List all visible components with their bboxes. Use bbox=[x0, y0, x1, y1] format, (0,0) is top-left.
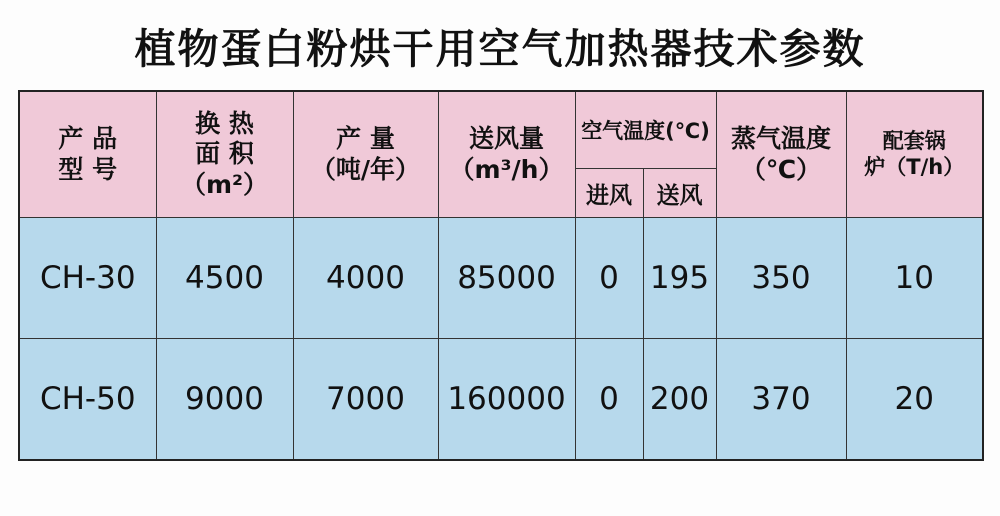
cell-air-inlet-temp: 0 bbox=[575, 339, 643, 461]
cell-air-volume: 85000 bbox=[438, 218, 575, 339]
header-boiler-unit: 炉（T/h） bbox=[864, 154, 965, 179]
cell-boiler: 20 bbox=[846, 339, 983, 461]
header-capacity bbox=[293, 91, 438, 218]
spec-table bbox=[18, 90, 984, 461]
header-capacity-line1: 产 量 bbox=[336, 124, 395, 153]
cell-heat-area: 4500 bbox=[156, 218, 293, 339]
cell-air-volume: 160000 bbox=[438, 339, 575, 461]
table-row bbox=[19, 339, 983, 461]
header-model-line1: 产 品 bbox=[58, 124, 118, 153]
cell-capacity: 4000 bbox=[293, 218, 438, 339]
header-heat-area-line2: 面 积 bbox=[195, 139, 254, 169]
header-heat-area-line1: 换 热 bbox=[195, 108, 254, 138]
header-model-line2: 型 号 bbox=[58, 154, 118, 184]
table-header-row-1 bbox=[19, 91, 983, 169]
table-row bbox=[19, 218, 983, 339]
cell-air-inlet-temp: 0 bbox=[575, 218, 643, 339]
header-air-volume-unit: （m³/h） bbox=[449, 154, 564, 184]
page-title: 植物蛋白粉烘干用空气加热器技术参数 bbox=[134, 25, 866, 73]
cell-air-outlet-temp: 195 bbox=[643, 218, 716, 339]
header-model bbox=[19, 91, 156, 218]
header-steam-temperature-unit: （℃） bbox=[740, 154, 822, 184]
cell-model: CH-30 bbox=[19, 218, 156, 339]
header-air-temp-outlet: 送风 bbox=[643, 169, 716, 218]
header-steam-temperature-line1: 蒸气温度 bbox=[730, 124, 831, 153]
cell-steam-temp: 350 bbox=[716, 218, 846, 339]
cell-heat-area: 9000 bbox=[156, 339, 293, 461]
spec-table-container bbox=[18, 90, 982, 461]
header-heat-area-unit: （m²） bbox=[181, 169, 268, 199]
header-air-volume bbox=[438, 91, 575, 218]
header-boiler-line1: 配套锅 bbox=[882, 128, 946, 153]
cell-boiler: 10 bbox=[846, 218, 983, 339]
header-air-temp-inlet: 进风 bbox=[575, 169, 643, 218]
cell-air-outlet-temp: 200 bbox=[643, 339, 716, 461]
cell-capacity: 7000 bbox=[293, 339, 438, 461]
cell-model: CH-50 bbox=[19, 339, 156, 461]
cell-steam-temp: 370 bbox=[716, 339, 846, 461]
header-air-volume-line1: 送风量 bbox=[468, 124, 544, 153]
header-steam-temperature bbox=[716, 91, 846, 218]
header-boiler bbox=[846, 91, 983, 218]
header-air-temperature-group: 空气温度(℃) bbox=[575, 91, 716, 169]
header-capacity-unit: （吨/年） bbox=[310, 154, 421, 184]
header-heat-area bbox=[156, 91, 293, 218]
